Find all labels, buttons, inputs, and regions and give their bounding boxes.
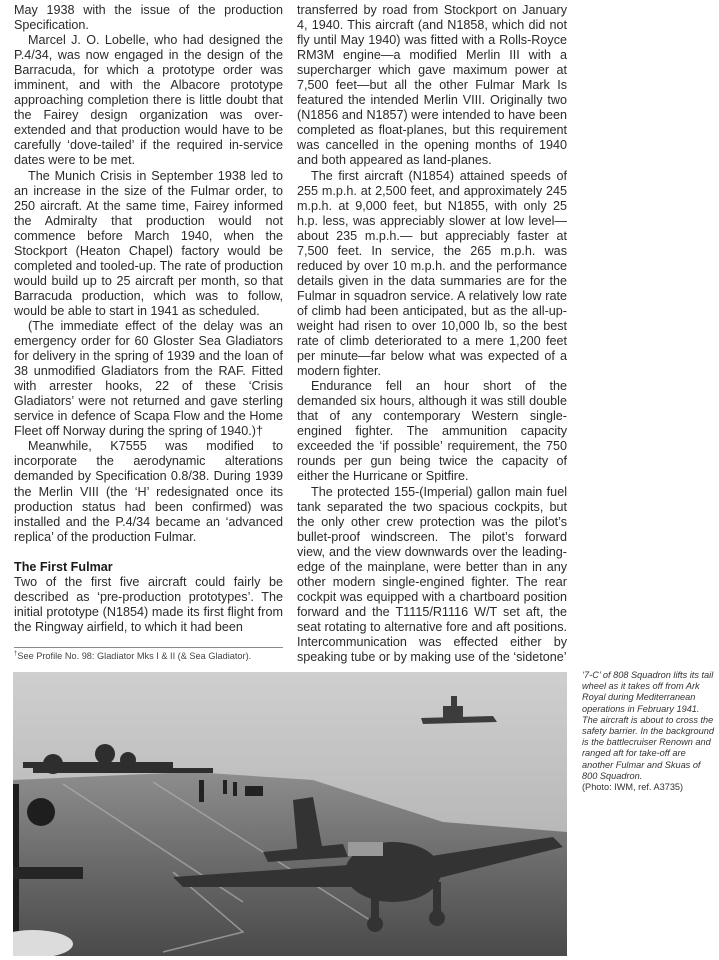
footnote-marker: † xyxy=(14,651,18,657)
left-text-column xyxy=(14,3,283,635)
photo-caption xyxy=(582,670,716,793)
footnote-divider xyxy=(14,647,283,648)
paragraph: (The immediate effect of the delay was an emergency order for 60 Gloster Sea Gladiators for delivery in the spring of 1939 and the loan of 38 unmodified Gladiators from the RAF. Fitted with arrester hooks, 22 of these ‘Crisis Gladiators’ were not returned and gave sterling service in defence of Scapa Flow and the Home Fleet off Norway during the spring of 1940.)† xyxy=(14,318,283,439)
footnote xyxy=(14,651,294,661)
right-text-column xyxy=(297,3,567,665)
footnote-text: See Profile No. 98: Gladiator Mks I & II (& Sea Gladiator). xyxy=(17,651,252,662)
photo-aircraft-carrier-takeoff xyxy=(13,672,567,956)
paragraph: transferred by road from Stockport on January 4, 1940. This aircraft (and N1858, which did not fly until May 1940) was fitted with a Rolls-Royce RM3M engine—a modified Merlin III with a supercharger which gave maximum power at 7,500 feet—but all the other Fulmar Mark Is featured the intended Merlin VIII. Originally two (N1856 and N1857) were intended to have been completed as float-planes, but this requirement was cancelled in the opening months of 1940 and both appeared as land-planes. xyxy=(297,3,567,168)
paragraph: May 1938 with the issue of the production Specification. xyxy=(14,3,283,33)
paragraph: Two of the first five aircraft could fairly be described as ‘pre-production prototypes’. The initial prototype (N1854) made its first flight from the Ringway airfield, to which it had been xyxy=(14,574,283,634)
photo-credit: (Photo: IWM, ref. A3735) xyxy=(582,782,684,793)
section-heading: The First Fulmar xyxy=(14,559,113,574)
paragraph: The first aircraft (N1854) attained speeds of 255 m.p.h. at 2,500 feet, and approximately 245 m.p.h. at 9,000 feet, but N1855, with only 25 h.p. less, was appreciably slower at low level—about 235 m.p.h.— but appreciably faster at 7,500 feet. In service, the 265 m.p.h. was reduced by over 10 m.p.h. and the performance details given in the data summaries are for the Fulmar in squadron service. A relatively low rate of climb had been anticipated, but as the all-up-weight had risen to over 10,000 lb, so the best rate of climb deteriorated to a mere 1,200 feet per minute—far below what was expected of a modern fighter. xyxy=(297,168,567,379)
paragraph: Marcel J. O. Lobelle, who had designed the P.4/34, was now engaged in the design of the Barracuda, for which a prototype order was imminent, and with the Albacore prototype approaching completion there is little doubt that the Fairey design organization was over-extended and that production would have to be carefully ‘dove-tailed’ if the required in-service dates were to be met. xyxy=(14,33,283,168)
photo-illustration xyxy=(13,672,567,956)
paragraph: The Munich Crisis in September 1938 led to an increase in the size of the Fulmar order, to 250 aircraft. At the same time, Fairey informed the Admiralty that production would not commence before March 1940, when the Stockport (Heaton Chapel) factory would be completed and tooled-up. The rate of production would build up to 25 aircraft per month, so that Barracuda production, which was to follow, would be able to start in 1941 as scheduled. xyxy=(14,168,283,318)
paragraph: Meanwhile, K7555 was modified to incorporate the aerodynamic alterations demanded by Specification 0.8/38. During 1939 the Merlin VIII (the ‘H’ redesignated once its production status had been confirmed) was installed and the P.4/34 became an ‘advanced replica’ of the production Fulmar. xyxy=(14,439,283,544)
paragraph: The protected 155-(Imperial) gallon main fuel tank separated the two spacious cockpits, but the only other crew protection was the pilot’s bullet-proof windscreen. The pilot’s forward view, and the view downwards over the leading-edge of the mainplane, were better than in any other modern single-engined fighter. The rear cockpit was equipped with a chartboard position forward and the T1115/R1116 W/T set aft, the seat rotating to alternative fore and aft positions. Intercommunication was effected either by speaking tube or by making use of the ‘sidetone’ xyxy=(297,484,567,665)
caption-text: ‘7-C’ of 808 Squadron lifts its tail wheel as it takes off from Ark Royal during Mediterranean operations in February 1941. The aircraft is about to cross the safety barrier. In the background is the battlecruiser Renown and ranged aft for take-off are another Fulmar and Skuas of 800 Squadron. xyxy=(582,670,714,781)
paragraph: Endurance fell an hour short of the demanded six hours, although it was still double that of any contemporary Western single-engined fighter. The ammunition capacity exceeded the ‘if possible’ requirement, the 750 rounds per gun being twice the capacity of either the Hurricane or Spitfire. xyxy=(297,379,567,484)
